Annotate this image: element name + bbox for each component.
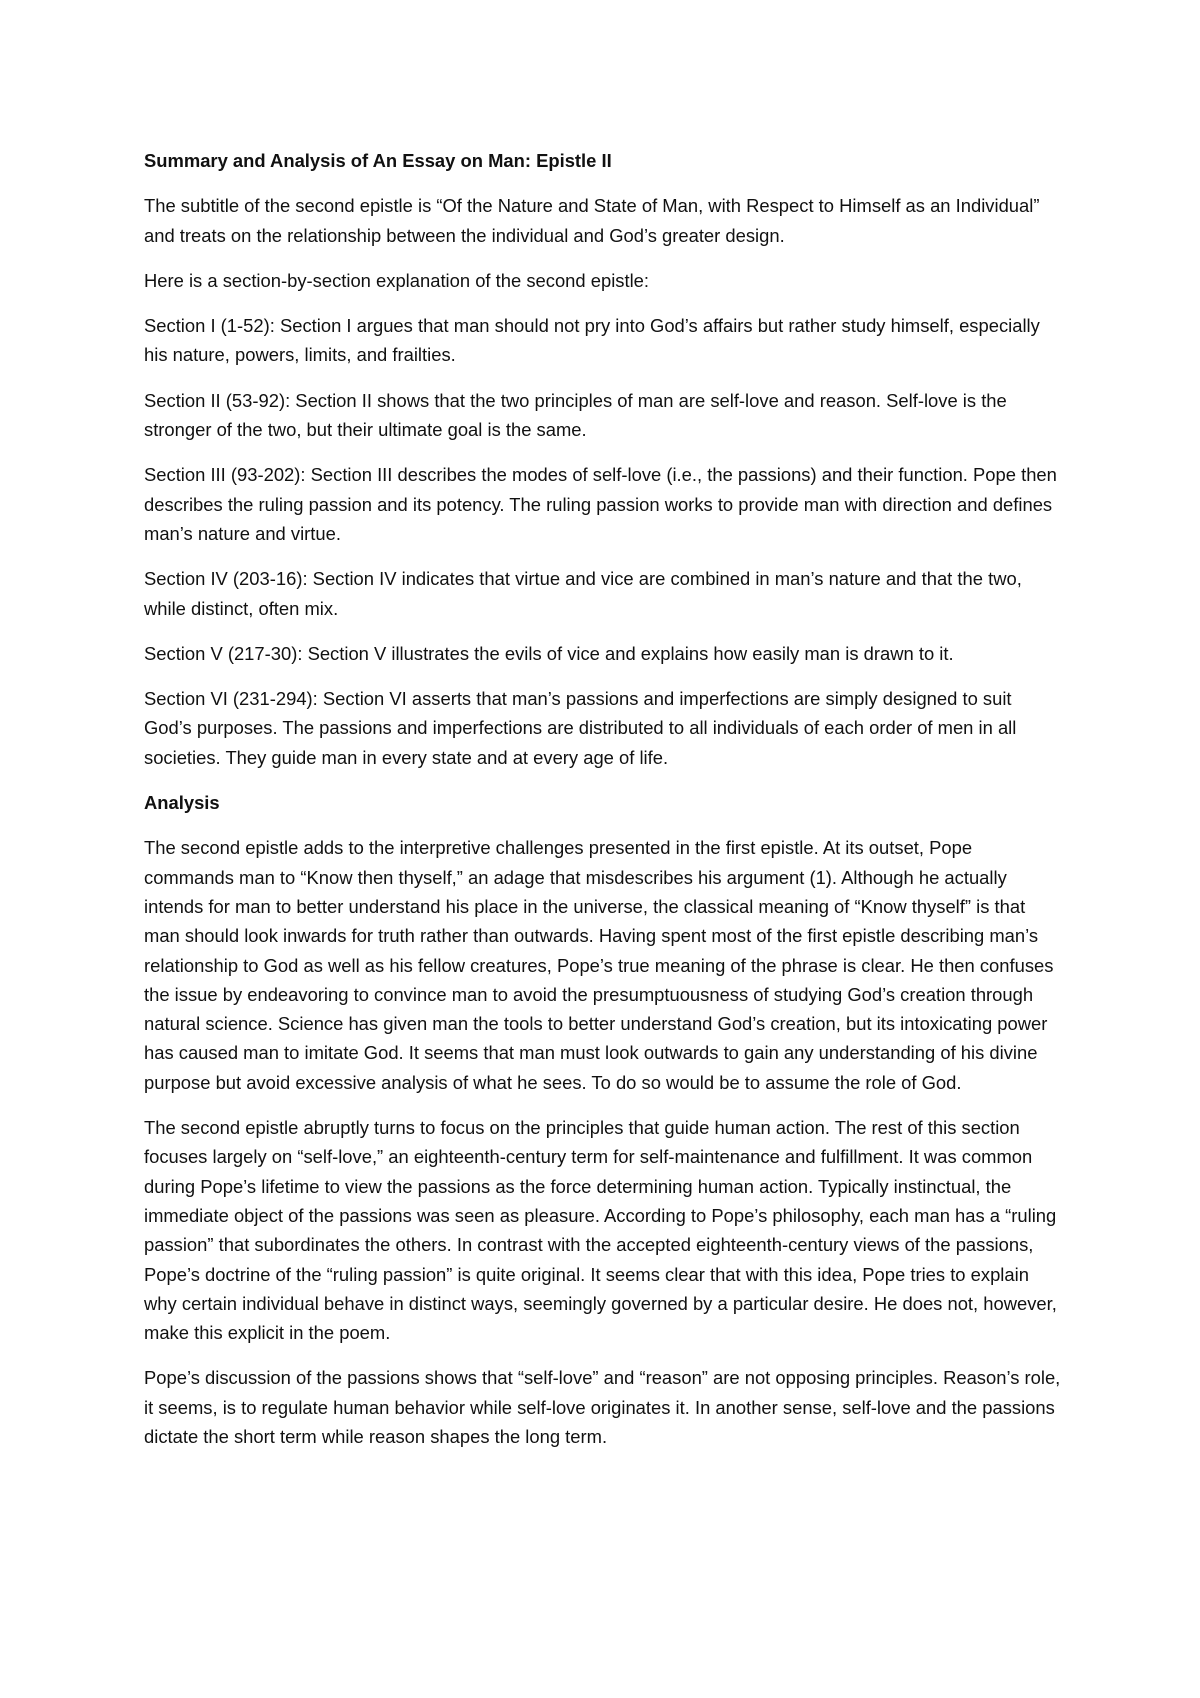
section-3-text: Section III describes the modes of self-love (i.e., the passions) and their function. Pope then describes the ruling passion and its potency. The ruling passion works to provide man with direction and defines man’s nature and virtue. bbox=[144, 464, 1057, 544]
analysis-heading: Analysis bbox=[144, 792, 220, 814]
section-3-paragraph bbox=[144, 460, 1064, 548]
section-5-paragraph bbox=[144, 639, 1064, 668]
document-title: Summary and Analysis of An Essay on Man: Epistle II bbox=[144, 150, 612, 171]
analysis-paragraph-1: The second epistle adds to the interpretive challenges presented in the first epistle. At its outset, Pope commands man to “Know then thyself,” an adage that misdescribes his argument (1). Although he actually intends for man to better understand his place in the universe, the classical meaning of “Know thyself” is that man should look inwards for truth rather than outwards. Having spent most of the first epistle describing man’s relationship to God as well as his fellow creatures, Pope’s true meaning of the phrase is clear. He then confuses the issue by endeavoring to convince man to avoid the presumptuousness of studying God’s creation through natural science. Science has given man the tools to better understand God’s creation, but its intoxicating power has caused man to imitate God. It seems that man must look outwards to gain any understanding of his divine purpose but avoid excessive analysis of what he sees. To do so would be to assume the role of God. bbox=[144, 837, 1054, 1093]
section-2-label: Section II (53-92): bbox=[144, 389, 291, 411]
section-5-text: Section V illustrates the evils of vice and explains how easily man is drawn to it. bbox=[302, 642, 954, 664]
analysis-paragraph-2: The second epistle abruptly turns to focus on the principles that guide human action. The rest of this section focuses largely on “self-love,” an eighteenth-century term for self-maintenance and fulfillment. It was common during Pope’s lifetime to view the passions as the force determining human action. Typically instinctual, the immediate object of the passions was seen as pleasure. According to Pope’s philosophy, each man has a “ruling passion” that subordinates the others. In contrast with the accepted eighteenth-century views of the passions, Pope’s doctrine of the “ruling passion” is quite original. It seems clear that with this idea, Pope tries to explain why certain individual behave in distinct ways, seemingly governed by a particular desire. He does not, however, make this explicit in the poem. bbox=[144, 1117, 1057, 1344]
section-4-text: Section IV indicates that virtue and vice are combined in man’s nature and that the two, while distinct, often mix. bbox=[144, 568, 1022, 619]
section-1-label: Section I (1-52): bbox=[144, 315, 275, 337]
section-4-label: Section IV (203-16): bbox=[144, 568, 308, 590]
section-6-paragraph bbox=[144, 684, 1064, 772]
analysis-paragraph-3: Pope’s discussion of the passions shows that “self-love” and “reason” are not opposing principles. Reason’s role, it seems, is to regulate human behavior while self-love originates it. In another sense, self-love and the passions dictate the short term while reason shapes the long term. bbox=[144, 1367, 1061, 1447]
section-1-paragraph bbox=[144, 311, 1064, 370]
section-2-text: Section II shows that the two principles of man are self-love and reason. Self-love is the stronger of the two, but their ultimate goal is the same. bbox=[144, 389, 1007, 441]
section-6-text: Section VI asserts that man’s passions and imperfections are simply designed to suit God’s purposes. The passions and imperfections are distributed to all individuals of each order of men in all societies. They guide man in every state and at every age of life. bbox=[144, 688, 1017, 768]
section-4-paragraph bbox=[144, 564, 1064, 623]
lead-in-paragraph: Here is a section-by-section explanation of the second epistle: bbox=[144, 269, 650, 291]
section-3-label: Section III (93-202): bbox=[144, 464, 306, 486]
section-6-label: Section VI (231-294): bbox=[144, 688, 318, 710]
section-5-label: Section V (217-30): bbox=[144, 642, 303, 664]
section-1-text: Section I argues that man should not pry into God’s affairs but rather study himself, especially his nature, powers, limits, and frailties. bbox=[144, 315, 1040, 366]
document-body bbox=[144, 146, 1064, 1467]
section-2-paragraph bbox=[144, 386, 1064, 445]
intro-paragraph: The subtitle of the second epistle is “Of the Nature and State of Man, with Respect to Himself as an Individual” and treats on the relationship between the individual and God’s greater design. bbox=[144, 195, 1040, 246]
